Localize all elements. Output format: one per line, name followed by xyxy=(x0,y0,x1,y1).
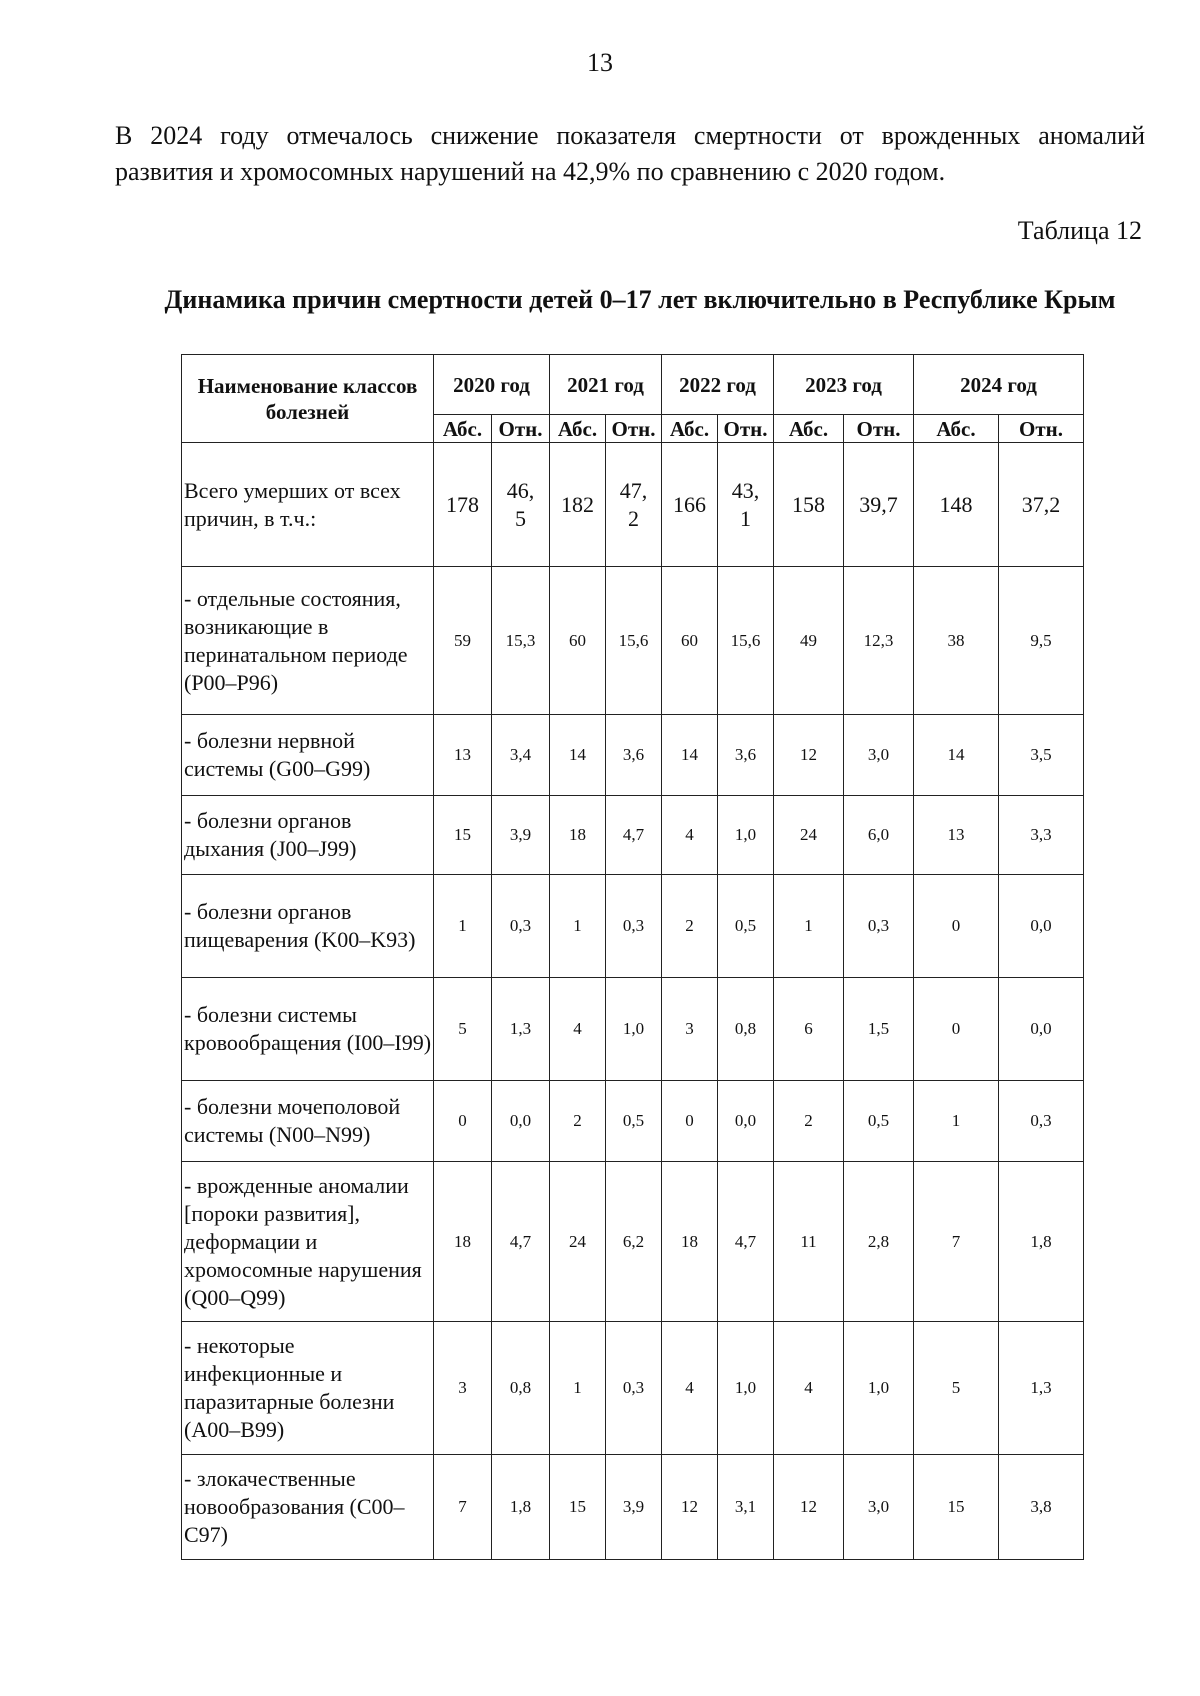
table-row xyxy=(182,1455,1084,1560)
page-number: 13 xyxy=(587,48,613,77)
rel-value-cell: 47,2 xyxy=(606,443,662,567)
disease-class-name: - болезни органов пищеварения (K00–K93) xyxy=(182,875,434,978)
abs-value-cell: 14 xyxy=(914,715,999,796)
rel-value-cell: 1,8 xyxy=(492,1455,550,1560)
table-row xyxy=(182,1081,1084,1162)
rel-value-cell: 0,3 xyxy=(844,875,914,978)
table-row xyxy=(182,443,1084,567)
abs-value-cell: 11 xyxy=(774,1162,844,1322)
intro-paragraph: В 2024 году отмечалось снижение показателя смертности от врожденных аномалий развития и хромосомных нарушений на 42,9% по сравнению с 2020 годом. xyxy=(115,121,1145,186)
rel-value-cell: 1,8 xyxy=(999,1162,1084,1322)
abs-value-cell: 15 xyxy=(434,796,492,875)
abs-value-cell: 1 xyxy=(550,1322,606,1455)
abs-value-cell: 14 xyxy=(550,715,606,796)
rel-value-cell: 15,6 xyxy=(718,567,774,715)
table-row xyxy=(182,567,1084,715)
rel-value-cell: 39,7 xyxy=(844,443,914,567)
rel-value-cell: 1,0 xyxy=(718,1322,774,1455)
abs-value-cell: 7 xyxy=(914,1162,999,1322)
abs-value-cell: 4 xyxy=(550,978,606,1081)
abs-value-cell: 2 xyxy=(550,1081,606,1162)
rel-value-cell: 0,5 xyxy=(606,1081,662,1162)
abs-value-cell: 59 xyxy=(434,567,492,715)
rel-value-cell: 1,0 xyxy=(844,1322,914,1455)
abs-value-cell: 182 xyxy=(550,443,606,567)
rel-value-cell: 0,3 xyxy=(606,1322,662,1455)
abs-value-cell: 178 xyxy=(434,443,492,567)
abs-value-cell: 13 xyxy=(914,796,999,875)
abs-value-cell: 12 xyxy=(662,1455,718,1560)
abs-value-cell: 3 xyxy=(434,1322,492,1455)
rel-value-cell: 4,7 xyxy=(492,1162,550,1322)
header-year: 2020 год xyxy=(434,355,550,415)
rel-value-cell: 3,0 xyxy=(844,715,914,796)
abs-value-cell: 2 xyxy=(662,875,718,978)
rel-value-cell: 3,3 xyxy=(999,796,1084,875)
abs-value-cell: 0 xyxy=(914,978,999,1081)
rel-value-cell: 3,5 xyxy=(999,715,1084,796)
rel-value-cell: 46,5 xyxy=(492,443,550,567)
abs-value-cell: 166 xyxy=(662,443,718,567)
abs-value-cell: 1 xyxy=(550,875,606,978)
abs-value-cell: 60 xyxy=(662,567,718,715)
disease-class-name: - врожденные аномалии [пороки развития], деформации и хромосомные нарушения (Q00–Q99) xyxy=(182,1162,434,1322)
header-rel: Отн. xyxy=(492,415,550,443)
abs-value-cell: 18 xyxy=(550,796,606,875)
header-year: 2024 год xyxy=(914,355,1084,415)
abs-value-cell: 18 xyxy=(434,1162,492,1322)
abs-value-cell: 4 xyxy=(662,1322,718,1455)
abs-value-cell: 148 xyxy=(914,443,999,567)
abs-value-cell: 4 xyxy=(662,796,718,875)
header-abs: Абс. xyxy=(662,415,718,443)
rel-value-cell: 1,3 xyxy=(492,978,550,1081)
rel-value-cell: 43,1 xyxy=(718,443,774,567)
abs-value-cell: 6 xyxy=(774,978,844,1081)
rel-value-cell: 0,8 xyxy=(492,1322,550,1455)
rel-value-cell: 3,6 xyxy=(606,715,662,796)
abs-value-cell: 1 xyxy=(434,875,492,978)
table-row xyxy=(182,978,1084,1081)
header-abs: Абс. xyxy=(914,415,999,443)
header-year: 2021 год xyxy=(550,355,662,415)
abs-value-cell: 7 xyxy=(434,1455,492,1560)
abs-value-cell: 4 xyxy=(774,1322,844,1455)
abs-value-cell: 0 xyxy=(914,875,999,978)
abs-value-cell: 158 xyxy=(774,443,844,567)
rel-value-cell: 12,3 xyxy=(844,567,914,715)
rel-value-cell: 0,0 xyxy=(718,1081,774,1162)
rel-value-cell: 2,8 xyxy=(844,1162,914,1322)
table-row xyxy=(182,1162,1084,1322)
rel-value-cell: 3,1 xyxy=(718,1455,774,1560)
abs-value-cell: 1 xyxy=(774,875,844,978)
disease-class-name: - болезни системы кровообращения (I00–I99) xyxy=(182,978,434,1081)
header-rel: Отн. xyxy=(718,415,774,443)
abs-value-cell: 15 xyxy=(550,1455,606,1560)
disease-class-name: - отдельные состояния, возникающие в перинатальном периоде (P00–P96) xyxy=(182,567,434,715)
abs-value-cell: 1 xyxy=(914,1081,999,1162)
table-label: Таблица 12 xyxy=(1017,216,1142,245)
abs-value-cell: 14 xyxy=(662,715,718,796)
table-row xyxy=(182,715,1084,796)
rel-value-cell: 0,5 xyxy=(844,1081,914,1162)
rel-value-cell: 0,3 xyxy=(999,1081,1084,1162)
rel-value-cell: 15,6 xyxy=(606,567,662,715)
rel-value-cell: 0,8 xyxy=(718,978,774,1081)
rel-value-cell: 1,0 xyxy=(718,796,774,875)
rel-value-cell: 0,0 xyxy=(999,978,1084,1081)
header-year: 2022 год xyxy=(662,355,774,415)
abs-value-cell: 24 xyxy=(774,796,844,875)
rel-value-cell: 6,0 xyxy=(844,796,914,875)
header-rel: Отн. xyxy=(844,415,914,443)
rel-value-cell: 0,0 xyxy=(492,1081,550,1162)
abs-value-cell: 13 xyxy=(434,715,492,796)
table-row xyxy=(182,1322,1084,1455)
disease-class-name: - злокачественные новообразования (C00–C97) xyxy=(182,1455,434,1560)
abs-value-cell: 5 xyxy=(914,1322,999,1455)
abs-value-cell: 5 xyxy=(434,978,492,1081)
header-rel: Отн. xyxy=(999,415,1084,443)
rel-value-cell: 3,4 xyxy=(492,715,550,796)
abs-value-cell: 0 xyxy=(434,1081,492,1162)
header-abs: Абс. xyxy=(550,415,606,443)
table-title: Динамика причин смертности детей 0–17 лет включительно в Республике Крым xyxy=(164,285,1116,314)
header-year: 2023 год xyxy=(774,355,914,415)
abs-value-cell: 15 xyxy=(914,1455,999,1560)
abs-value-cell: 18 xyxy=(662,1162,718,1322)
rel-value-cell: 0,3 xyxy=(492,875,550,978)
abs-value-cell: 2 xyxy=(774,1081,844,1162)
abs-value-cell: 60 xyxy=(550,567,606,715)
header-disease-class: Наименование классов болезней xyxy=(182,355,434,443)
rel-value-cell: 6,2 xyxy=(606,1162,662,1322)
rel-value-cell: 4,7 xyxy=(606,796,662,875)
abs-value-cell: 12 xyxy=(774,1455,844,1560)
rel-value-cell: 3,6 xyxy=(718,715,774,796)
rel-value-cell: 3,9 xyxy=(492,796,550,875)
rel-value-cell: 0,0 xyxy=(999,875,1084,978)
abs-value-cell: 3 xyxy=(662,978,718,1081)
rel-value-cell: 1,5 xyxy=(844,978,914,1081)
abs-value-cell: 12 xyxy=(774,715,844,796)
rel-value-cell: 4,7 xyxy=(718,1162,774,1322)
header-abs: Абс. xyxy=(434,415,492,443)
disease-class-name: Всего умерших от всех причин, в т.ч.: xyxy=(182,443,434,567)
rel-value-cell: 3,9 xyxy=(606,1455,662,1560)
rel-value-cell: 1,0 xyxy=(606,978,662,1081)
table-row xyxy=(182,875,1084,978)
rel-value-cell: 0,3 xyxy=(606,875,662,978)
rel-value-cell: 1,3 xyxy=(999,1322,1084,1455)
rel-value-cell: 3,8 xyxy=(999,1455,1084,1560)
disease-class-name: - некоторые инфекционные и паразитарные болезни (A00–B99) xyxy=(182,1322,434,1455)
rel-value-cell: 0,5 xyxy=(718,875,774,978)
header-abs: Абс. xyxy=(774,415,844,443)
rel-value-cell: 3,0 xyxy=(844,1455,914,1560)
mortality-table xyxy=(181,354,1084,1560)
abs-value-cell: 0 xyxy=(662,1081,718,1162)
rel-value-cell: 37,2 xyxy=(999,443,1084,567)
disease-class-name: - болезни органов дыхания (J00–J99) xyxy=(182,796,434,875)
abs-value-cell: 49 xyxy=(774,567,844,715)
disease-class-name: - болезни мочеполовой системы (N00–N99) xyxy=(182,1081,434,1162)
abs-value-cell: 24 xyxy=(550,1162,606,1322)
rel-value-cell: 15,3 xyxy=(492,567,550,715)
abs-value-cell: 38 xyxy=(914,567,999,715)
disease-class-name: - болезни нервной системы (G00–G99) xyxy=(182,715,434,796)
rel-value-cell: 9,5 xyxy=(999,567,1084,715)
table-row xyxy=(182,796,1084,875)
header-rel: Отн. xyxy=(606,415,662,443)
